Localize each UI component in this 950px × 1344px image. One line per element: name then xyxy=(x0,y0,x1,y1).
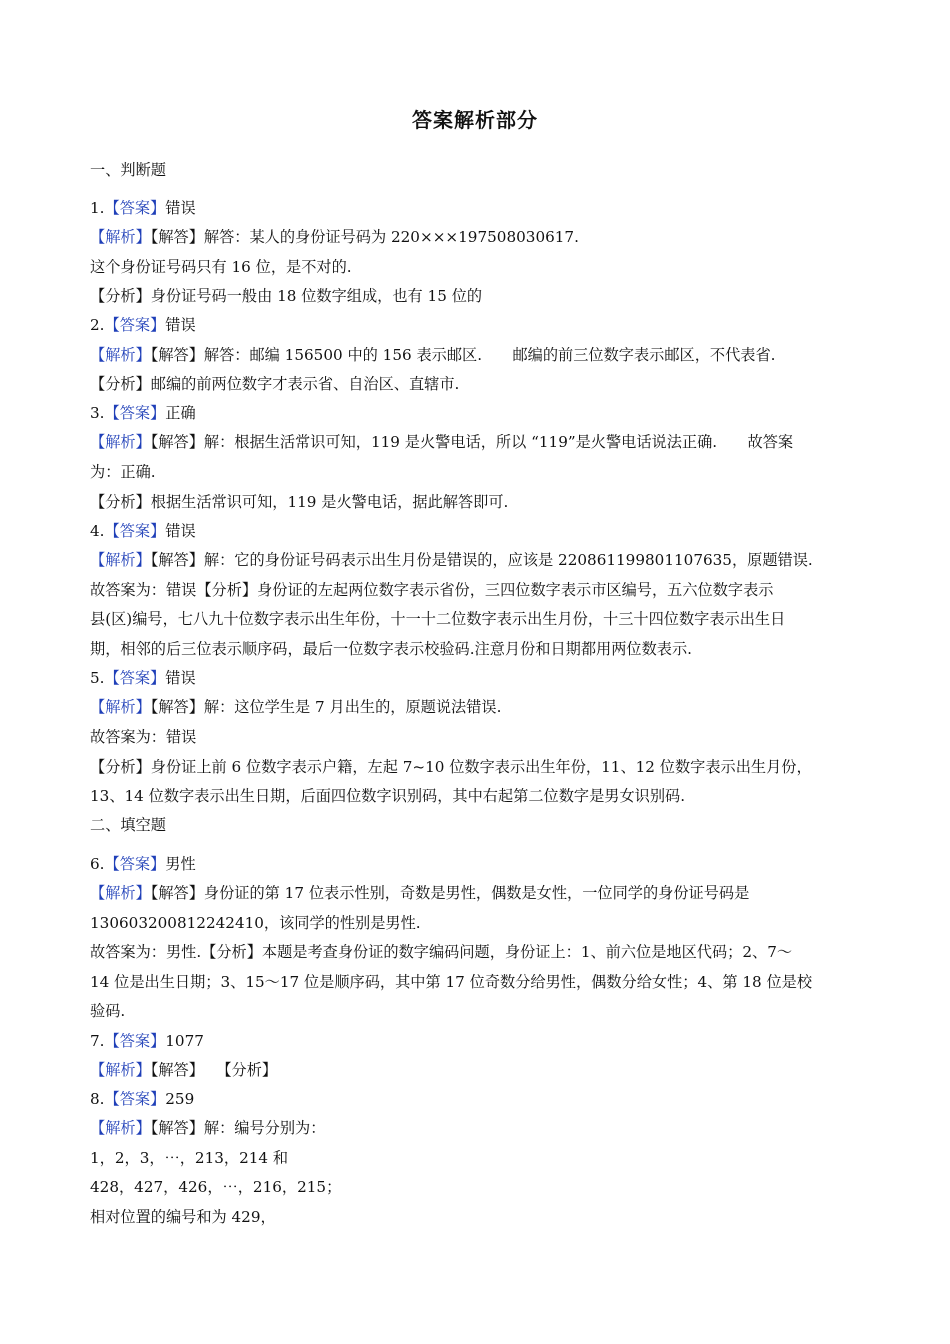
text-line xyxy=(90,257,870,277)
line-text: 二、填空题 xyxy=(90,816,166,834)
line-text: 8. xyxy=(90,1090,105,1108)
label-tag: 【答案】 xyxy=(104,522,166,540)
line-text: 故答案为：错误 xyxy=(90,728,197,746)
text-line xyxy=(90,521,870,541)
label-tag: 【解析】 xyxy=(90,884,151,902)
text-line xyxy=(90,1207,870,1227)
label-tag: 【答案】 xyxy=(104,1090,166,1108)
label-tag: 【解析】 xyxy=(90,551,151,569)
line-text: 【分析】身份证号码一般由 18 位数字组成，也有 15 位的 xyxy=(90,287,483,305)
label-tag: 【答案】 xyxy=(104,404,166,422)
text-line xyxy=(90,550,870,570)
line-text: 259 xyxy=(165,1090,195,1108)
line-text: 1，2，3，⋯，213，214 和 xyxy=(90,1149,289,1167)
text-line xyxy=(90,883,870,903)
line-text: 3. xyxy=(90,404,105,422)
label-tag: 【答案】 xyxy=(104,1032,166,1050)
text-line xyxy=(90,374,870,394)
label-tag: 【解析】 xyxy=(90,698,151,716)
line-text: 7. xyxy=(90,1032,105,1050)
text-line xyxy=(90,972,870,992)
line-text: 【分析】邮编的前两位数字才表示省、自治区、直辖市. xyxy=(90,375,460,393)
line-text: 错误 xyxy=(165,669,196,687)
text-line xyxy=(90,815,870,835)
line-text: 期，相邻的后三位表示顺序码，最后一位数字表示校验码.注意月份和日期都用两位数表示. xyxy=(90,640,692,658)
text-line xyxy=(90,286,870,306)
text-line xyxy=(90,315,870,335)
label-tag: 【答案】 xyxy=(104,855,166,873)
text-line xyxy=(90,609,870,629)
line-text: 【解答】解答：邮编 156500 中的 156 表示邮区. 邮编的前三位数字表示邮区，不代表省. xyxy=(150,346,776,364)
page-title: 答案解析部分 xyxy=(412,108,538,132)
text-line xyxy=(90,1060,870,1080)
line-text: 错误 xyxy=(165,199,196,217)
text-line xyxy=(90,580,870,600)
line-text: 428，427，426，⋯，216，215； xyxy=(90,1178,342,1196)
label-tag: 【解析】 xyxy=(90,1119,151,1137)
text-line xyxy=(90,1118,870,1138)
line-text: 【解答】解：根据生活常识可知，119 是火警电话，所以 “119”是火警电话说法正确. 故答案 xyxy=(150,433,794,451)
line-text: 故答案为：错误【分析】身份证的左起两位数字表示省份，三四位数字表示市区编号，五六位数字表示 xyxy=(90,581,774,599)
label-tag: 【答案】 xyxy=(104,669,166,687)
line-text: 为：正确. xyxy=(90,463,156,481)
line-text: 错误 xyxy=(165,522,196,540)
line-text: 【解答】解：它的身份证号码表示出生月份是错误的，应该是 220861199801107635，原题错误. xyxy=(150,551,813,569)
text-line xyxy=(90,639,870,659)
text-line xyxy=(90,1001,870,1021)
text-line xyxy=(90,913,870,933)
label-tag: 【解析】 xyxy=(90,228,151,246)
label-tag: 【答案】 xyxy=(104,199,166,217)
text-line xyxy=(90,668,870,688)
line-text: 故答案为：男性.【分析】本题是考查身份证的数字编码问题，身份证上：1、前六位是地区代码；2、7～ xyxy=(90,943,793,961)
line-text: 2. xyxy=(90,316,105,334)
text-line xyxy=(90,942,870,962)
label-tag: 【答案】 xyxy=(104,316,166,334)
line-text: 1. xyxy=(90,199,105,217)
text-line xyxy=(90,786,870,806)
line-text: 相对位置的编号和为 429， xyxy=(90,1208,276,1226)
text-line xyxy=(90,160,870,180)
line-text: 一、判断题 xyxy=(90,161,166,179)
line-text: 【解答】解：这位学生是 7 月出生的，原题说法错误. xyxy=(150,698,502,716)
line-text: 这个身份证号码只有 16 位，是不对的. xyxy=(90,258,352,276)
line-text: 正确 xyxy=(165,404,196,422)
line-text: 130603200812242410，该同学的性别是男性. xyxy=(90,914,421,932)
text-line xyxy=(90,1148,870,1168)
line-text: 14 位是出生日期；3、15～17 位是顺序码，其中第 17 位奇数分给男性，偶数分给女性；4、第 18 位是校 xyxy=(90,973,813,991)
text-line xyxy=(90,1031,870,1051)
text-line xyxy=(90,492,870,512)
label-tag: 【解析】 xyxy=(90,433,151,451)
text-line xyxy=(90,198,870,218)
line-text: 【解答】 【分析】 xyxy=(150,1061,278,1079)
line-text: 【解答】解答：某人的身份证号码为 220×××197508030617. xyxy=(150,228,579,246)
text-line xyxy=(90,345,870,365)
line-text: 【分析】身份证上前 6 位数字表示户籍，左起 7~10 位数字表示出生年份，11、12 位数字表示出生月份， xyxy=(90,758,812,776)
label-tag: 【解析】 xyxy=(90,1061,151,1079)
text-line xyxy=(90,227,870,247)
text-line xyxy=(90,727,870,747)
line-text: 男性 xyxy=(165,855,196,873)
text-line xyxy=(90,462,870,482)
line-text: 4. xyxy=(90,522,105,540)
line-text: 5. xyxy=(90,669,105,687)
text-line xyxy=(90,854,870,874)
line-text: 6. xyxy=(90,855,105,873)
line-text: 【分析】根据生活常识可知，119 是火警电话，据此解答即可. xyxy=(90,493,509,511)
text-line xyxy=(90,1089,870,1109)
line-text: 【解答】解：编号分别为： xyxy=(150,1119,326,1137)
line-text: 13、14 位数字表示出生日期，后面四位数字识别码，其中右起第二位数字是男女识别码. xyxy=(90,787,686,805)
text-line xyxy=(90,432,870,452)
line-text: 1077 xyxy=(165,1032,204,1050)
line-text: 错误 xyxy=(165,316,196,334)
label-tag: 【解析】 xyxy=(90,346,151,364)
text-line xyxy=(90,757,870,777)
text-line xyxy=(90,1177,870,1197)
text-line xyxy=(90,697,870,717)
line-text: 验码. xyxy=(90,1002,126,1020)
line-text: 【解答】身份证的第 17 位表示性别，奇数是男性，偶数是女性，一位同学的身份证号码是 xyxy=(150,884,750,902)
text-line xyxy=(90,403,870,423)
line-text: 县(区)编号，七八九十位数字表示出生年份，十一十二位数字表示出生月份，十三十四位数字表示出生日 xyxy=(90,610,786,628)
